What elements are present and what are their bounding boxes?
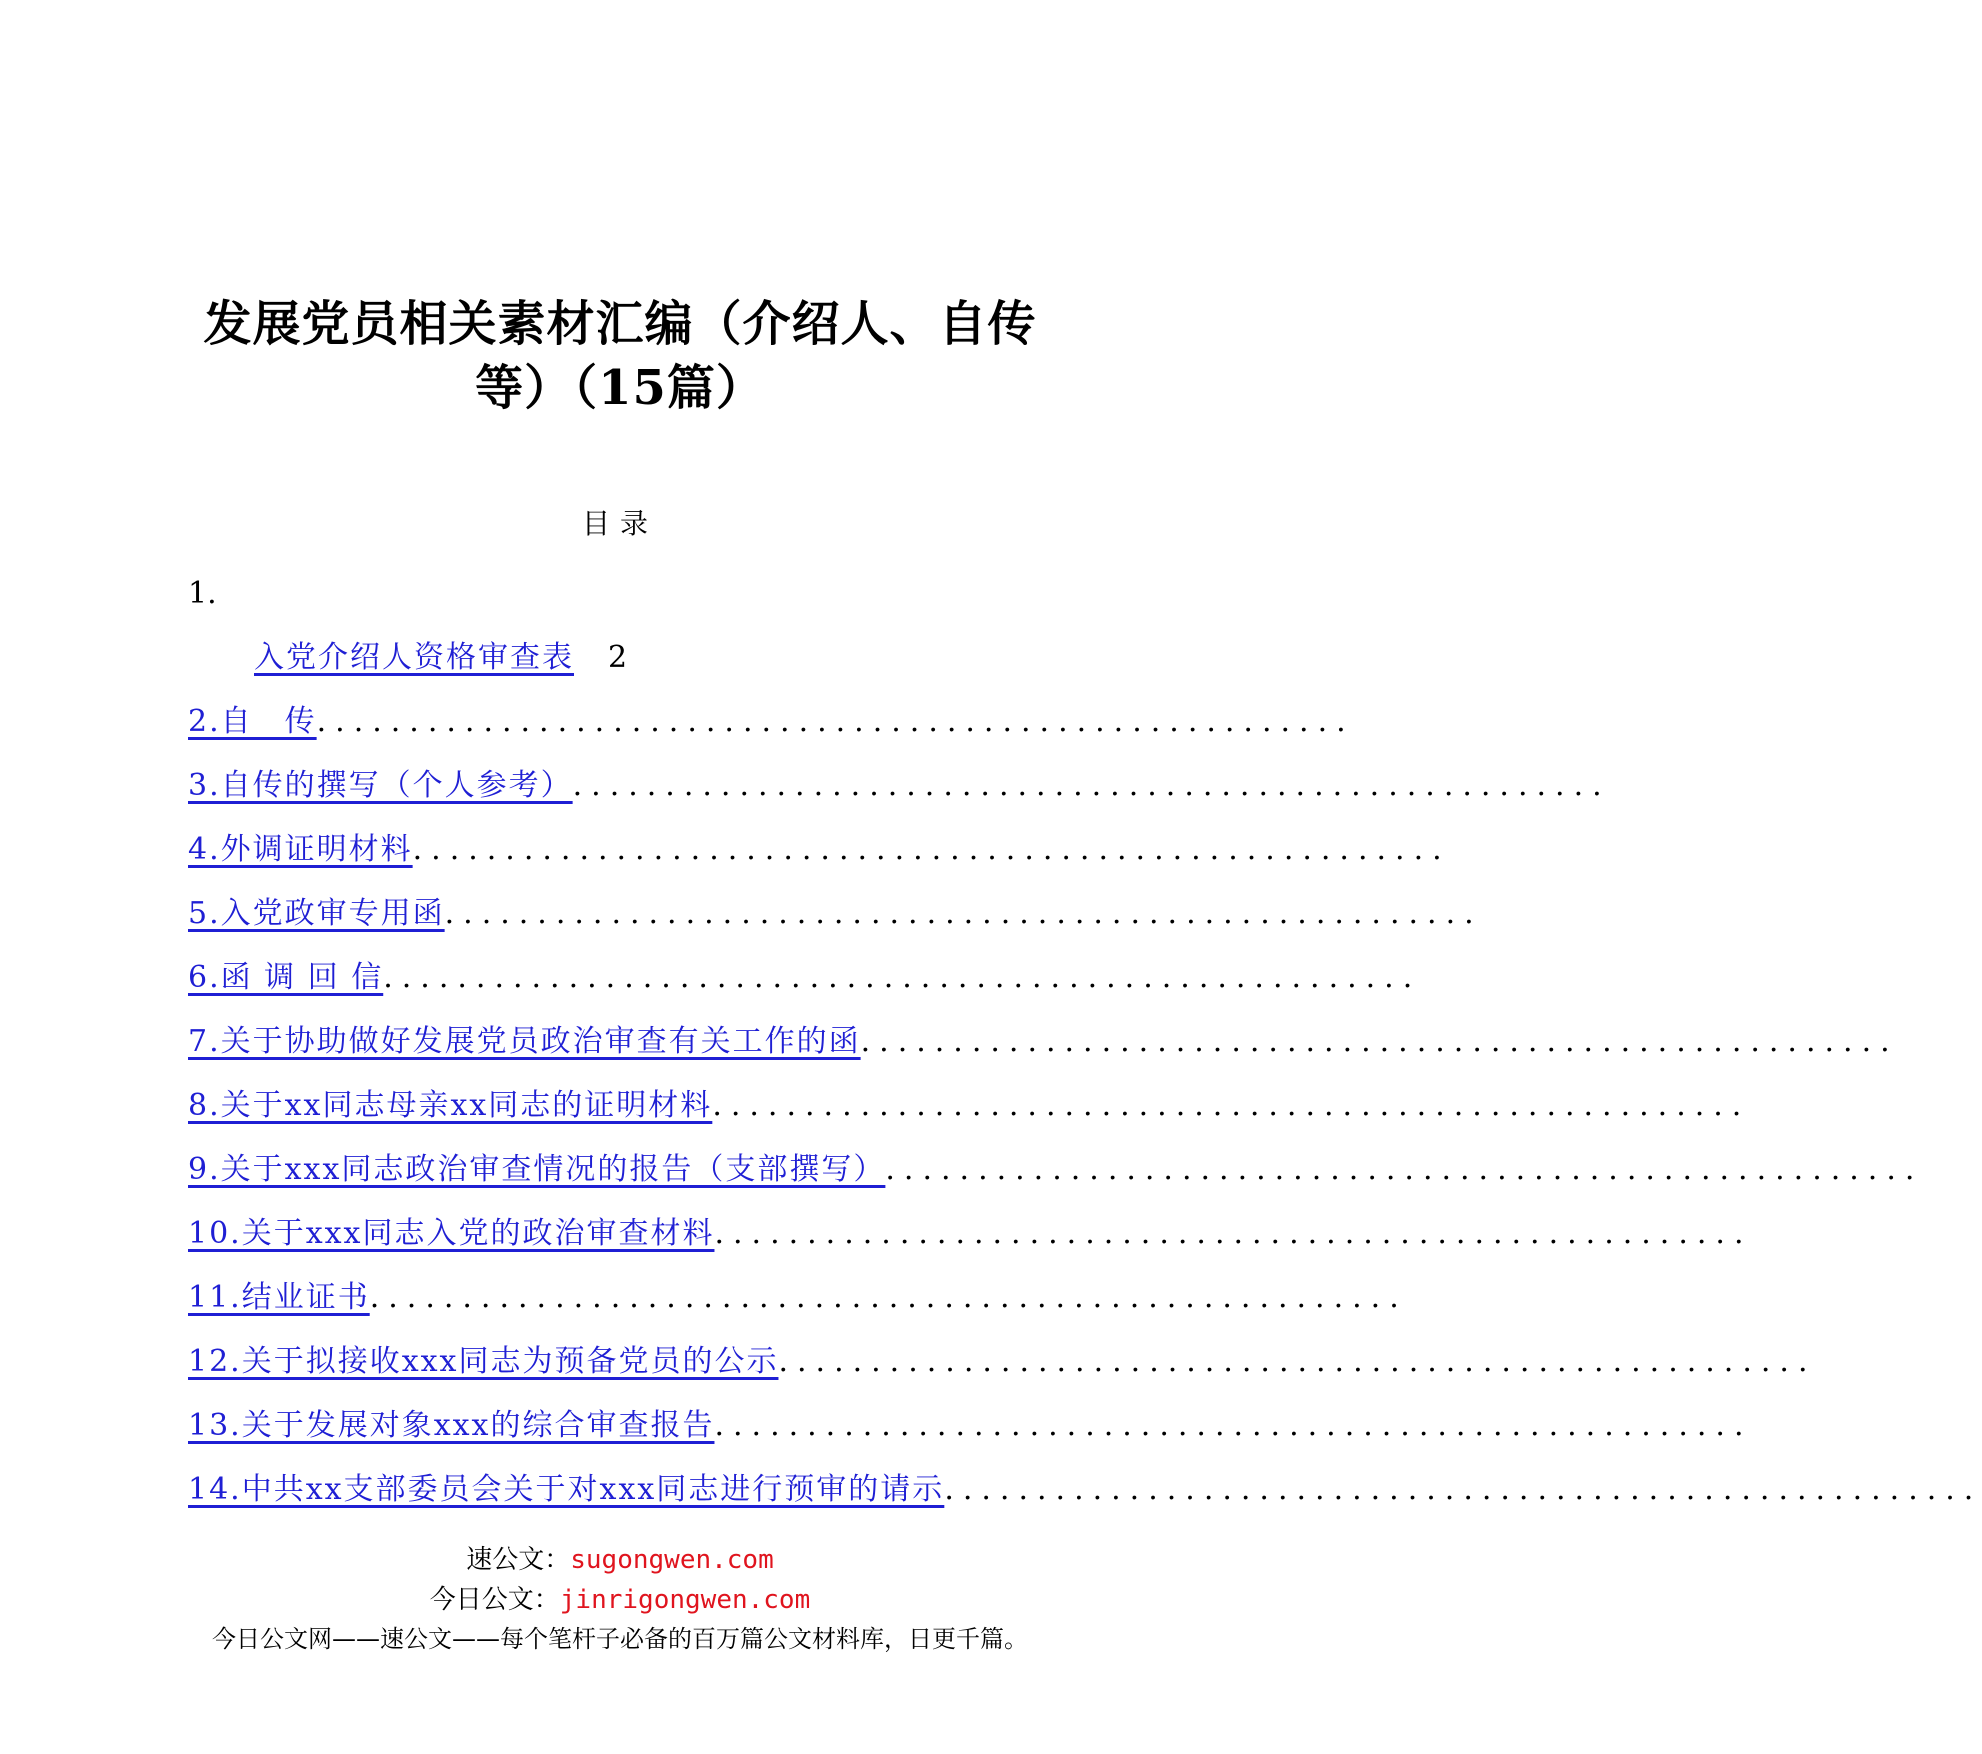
toc-item [188, 954, 1422, 1002]
footer-site-1[interactable]: sugongwen.com [570, 1545, 774, 1575]
toc-leader-dots: ........................................................ [444, 896, 1483, 931]
footer-line-3: 今日公文网——速公文——每个笔杆子必备的百万篇公文材料库，日更千篇。 [212, 1625, 1028, 1653]
title-line-1: 发展党员相关素材汇编（介绍人、自传 [203, 296, 1037, 352]
toc-item [188, 890, 1483, 938]
toc-item [188, 1402, 1753, 1450]
toc-leader-dots: ........................................................ [412, 832, 1451, 867]
toc-link[interactable]: 13.关于发展对象xxx的综合审查报告 [188, 1408, 715, 1443]
toc-item-1-number: 1. [188, 576, 217, 611]
toc-link[interactable]: 10.关于xxx同志入党的政治审查材料 [188, 1216, 715, 1251]
toc-item [188, 1146, 1924, 1194]
toc-link[interactable]: 11.结业证书 [188, 1280, 370, 1315]
toc-link[interactable]: 14.中共xx支部委员会关于对xxx同志进行预审的请示 [188, 1472, 945, 1507]
toc-leader-dots: ........................................................ [383, 960, 1422, 995]
footer-line-1 [0, 1542, 1240, 1578]
title-line-2: 等）（15篇） [475, 360, 765, 416]
toc-item [188, 1274, 1408, 1322]
toc-leader-dots: ........................................................ [885, 1152, 1924, 1187]
toc-leader-dots: ........................................................ [944, 1472, 1982, 1507]
footer-line-2 [0, 1582, 1240, 1618]
toc-link[interactable]: 5.入党政审专用函 [188, 896, 445, 931]
toc-link[interactable]: 8.关于xx同志母亲xx同志的证明材料 [188, 1088, 713, 1123]
toc-item [188, 826, 1451, 874]
toc-leader-dots: ........................................................ [572, 768, 1611, 803]
toc-item [188, 1082, 1751, 1130]
document-title [0, 292, 1240, 420]
toc-leader-dots: ........................................................ [714, 1408, 1753, 1443]
toc-item [188, 1210, 1753, 1258]
toc-link[interactable]: 2.自 传 [188, 704, 317, 739]
toc-item-1 [254, 634, 627, 682]
toc-item [188, 762, 1611, 810]
toc-leader-dots: ........................................................ [712, 1088, 1751, 1123]
toc-leader-dots: ........................................................ [714, 1216, 1753, 1251]
footer-label-1: 速公文： [466, 1545, 571, 1575]
toc-item [188, 1338, 1817, 1386]
toc-leader-dots: ........................................................ [860, 1024, 1899, 1059]
toc-link[interactable]: 9.关于xxx同志政治审查情况的报告（支部撰写） [188, 1152, 886, 1187]
toc-heading: 目录 [581, 507, 658, 540]
toc-link-1[interactable]: 入党介绍人资格审查表 [254, 640, 574, 675]
toc-link[interactable]: 7.关于协助做好发展党员政治审查有关工作的函 [188, 1024, 861, 1059]
toc-item [188, 698, 1355, 746]
toc-item [188, 1466, 1982, 1514]
toc-page-number: 2 [608, 640, 628, 675]
toc-link[interactable]: 6.函 调 回 信 [188, 960, 384, 995]
toc-link[interactable]: 3.自传的撰写（个人参考） [188, 768, 573, 803]
toc-leader-dots: ........................................................ [316, 704, 1355, 739]
toc-link[interactable]: 4.外调证明材料 [188, 832, 413, 867]
footer-label-2: 今日公文： [429, 1585, 560, 1615]
toc-leader-dots: ........................................................ [369, 1280, 1408, 1315]
toc-link[interactable]: 12.关于拟接收xxx同志为预备党员的公示 [188, 1344, 779, 1379]
toc-item [188, 1018, 1899, 1066]
toc-leader-dots: ........................................................ [778, 1344, 1817, 1379]
footer-site-2[interactable]: jinrigongwen.com [559, 1585, 811, 1615]
